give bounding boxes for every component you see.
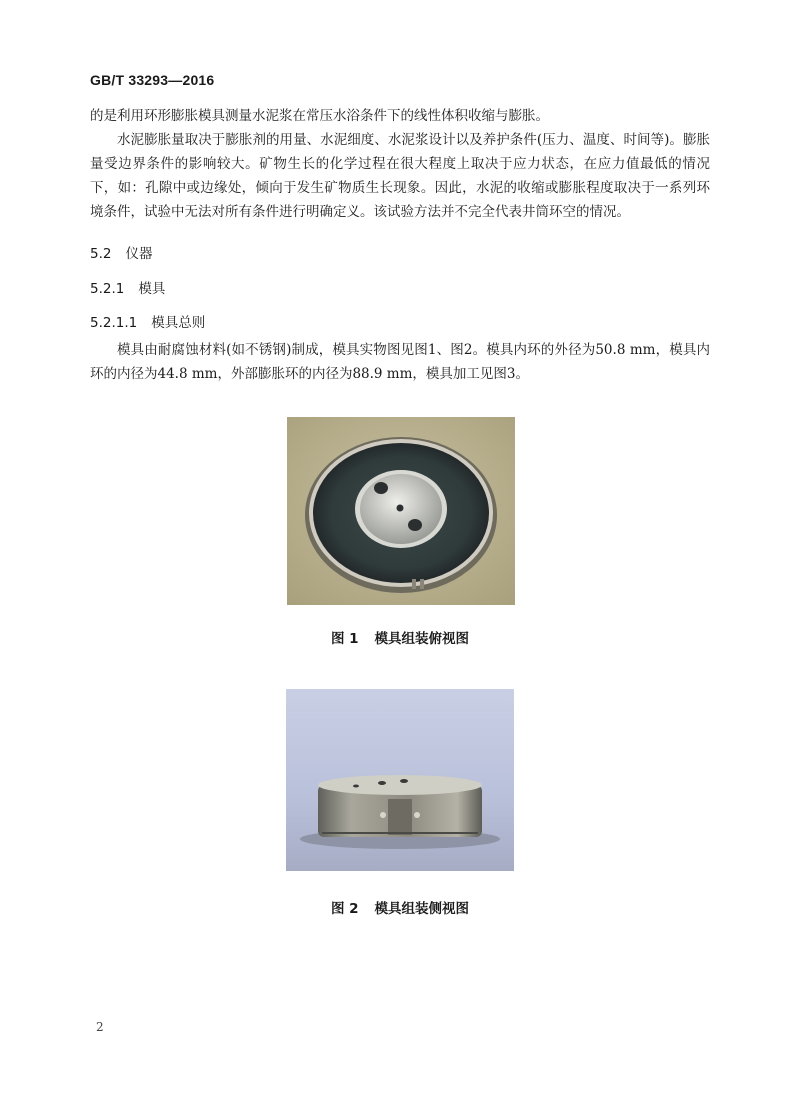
standard-code: GB/T 33293—2016 [90, 72, 215, 88]
body-text-block [90, 104, 710, 224]
figure-number: 图 1 [330, 631, 359, 647]
body-text-block-mold [90, 338, 710, 386]
section-number: 5.2 [90, 246, 112, 262]
paragraph-expansion: 水泥膨胀量取决于膨胀剂的用量、水泥细度、水泥浆设计以及养护条件(压力、温度、时间等)。膨胀量受边界条件的影响较大。矿物生长的化学过程在很大程度上取决于应力状态，在应力值最低的情况下，如：孔隙中或边缘处，倾向于发生矿物质生长现象。因此，水泥的收缩或膨胀程度取决于一系列环境条件，试验中无法对所有条件进行明确定义。该试验方法并不完全代表井筒环空的情况。 [90, 132, 710, 220]
figure-1-photo [287, 417, 515, 605]
section-heading-5-2-1-1 [90, 311, 205, 331]
mold-top-view-image [287, 417, 515, 605]
section-title: 仪器 [125, 246, 153, 262]
paragraph-intro: 的是利用环形膨胀模具测量水泥浆在常压水浴条件下的线性体积收缩与膨胀。 [90, 108, 549, 124]
section-number: 5.2.1 [90, 281, 125, 297]
figure-1-caption [0, 627, 800, 647]
figure-2-caption [0, 897, 800, 917]
section-heading-5-2-1 [90, 277, 165, 297]
paragraph-mold-description: 模具由耐腐蚀材料(如不锈钢)制成，模具实物图见图1、图2。模具内环的外径为50.8 mm，模具内环的内径为44.8 mm，外部膨胀环的内径为88.9 mm，模具加工见图3。 [90, 342, 710, 382]
figure-number: 图 2 [330, 901, 359, 917]
figure-caption-text: 模具组装俯视图 [374, 631, 470, 647]
section-heading-5-2 [90, 242, 152, 262]
section-title: 模具 [138, 281, 166, 297]
page-number: 2 [96, 1020, 104, 1034]
mold-side-view-image [286, 689, 514, 871]
section-title: 模具总则 [151, 315, 206, 331]
figure-caption-text: 模具组装侧视图 [374, 901, 470, 917]
figure-2-photo [286, 689, 514, 871]
section-number: 5.2.1.1 [90, 315, 138, 331]
